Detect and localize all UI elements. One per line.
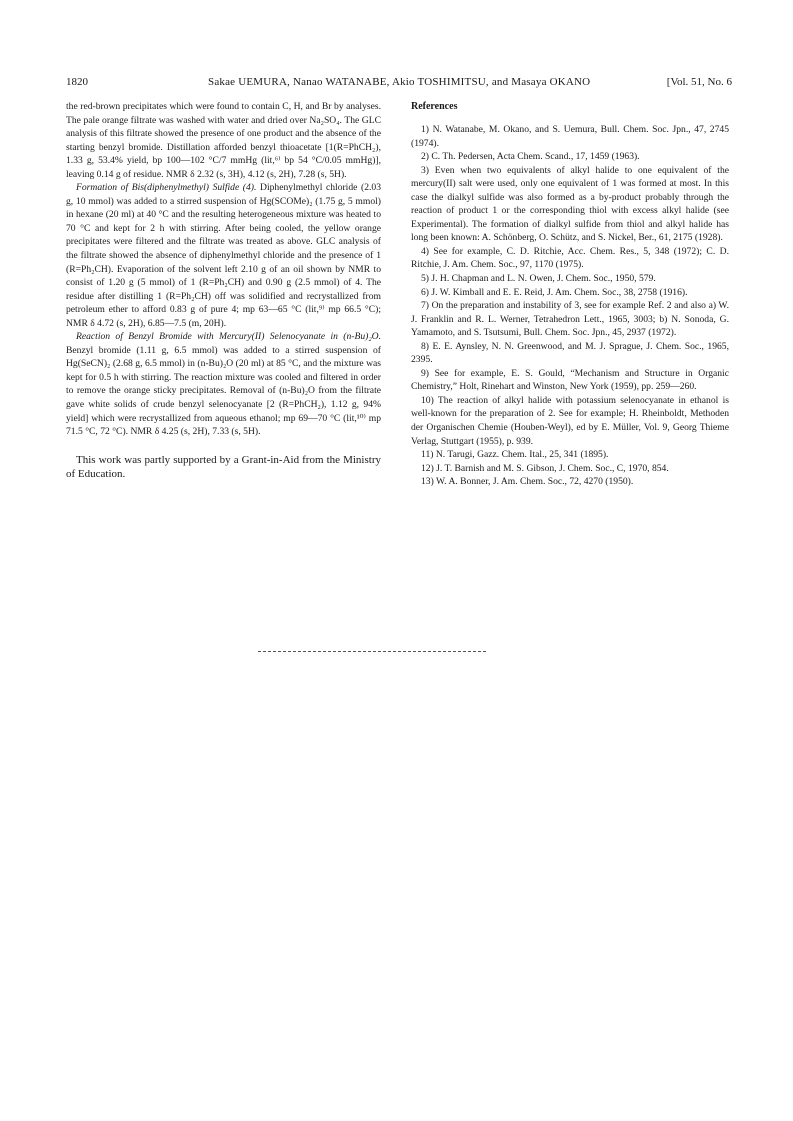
- experimental-paragraph: [66, 330, 381, 438]
- reference-item: 4) See for example, C. D. Ritchie, Acc. Chem. Res., 5, 348 (1972); C. D. Ritchie, J. Am. Chem. Soc., 97, 1170 (1975).: [411, 245, 729, 271]
- reference-item: 3) Even when two equivalents of alkyl halide to one equivalent of the mercury(II) salt were used, only one equivalent of 1 was formed at most. In this case the dialkyl sulfide was also formed as a by-product probably through the reaction of product 1 or the corresponding thiol with excess alkyl halide (see Experimental). The formation of dialkyl sulfide from thiol and alkyl halide has long been known: A. Schönberg, O. Schütz, and S. Nickel, Ber., 61, 2175 (1928).: [411, 164, 729, 244]
- paragraph-body: Benzyl bromide (1.11 g, 6.5 mmol) was added to a stirred suspension of Hg(SeCN)₂ (2.68 g, 6.5 mmol) in (n-Bu)₂O (20 ml) at 85 °C, and the mixture was kept for 0.5 h with stirring. The reaction mixture was cooled and filtered in order to remove the orange sticky precipitates. Removal of (n-Bu)₂O from the filtrate gave white solids of crude benzyl selenocyanate [2 (R=PhCH₂), 1.12 g, 94% yield] which were recrystallized from aqueous ethanol; mp 69—70 °C (lit,¹⁰⁾ mp 71.5 °C, 72 °C). NMR δ 4.25 (s, 2H), 7.33 (s, 5H).: [66, 344, 381, 438]
- reference-item: 1) N. Watanabe, M. Okano, and S. Uemura, Bull. Chem. Soc. Jpn., 47, 2745 (1974).: [411, 124, 729, 149]
- page-number: 1820: [66, 76, 88, 88]
- reference-item: 2) C. Th. Pedersen, Acta Chem. Scand., 17, 1459 (1963).: [421, 151, 640, 163]
- reference-item: 5) J. H. Chapman and L. N. Owen, J. Chem. Soc., 1950, 579.: [421, 273, 656, 285]
- reference-item: 9) See for example, E. S. Gould, “Mechanism and Structure in Organic Chemistry,” Holt, Rinehart and Winston, New York (1959), pp. 259—260.: [411, 367, 729, 393]
- reference-item: 8) E. E. Aynsley, N. N. Greenwood, and M. J. Sprague, J. Chem. Soc., 1965, 2395.: [411, 340, 729, 366]
- reference-item: 10) The reaction of alkyl halide with potassium selenocyanate in ethanol is well-known for the preparation of 2. See for example; H. Rheinboldt, Methoden der Organischen Chemie (Houben-Weyl), ed by E. Müller, Vol. 9, Georg Thieme Verlag, Stuttgart (1955), p. 939.: [411, 394, 729, 447]
- experimental-paragraph: [66, 181, 381, 330]
- reference-item: 11) N. Tarugi, Gazz. Chem. Ital., 25, 341 (1895).: [421, 449, 609, 461]
- left-column: [66, 100, 381, 481]
- section-run-in-heading: Reaction of Benzyl Bromide with Mercury(II) Selenocyanate in (n-Bu)₂O.: [76, 331, 381, 343]
- reference-item: 7) On the preparation and instability of 3, see for example Ref. 2 and also a) W. J. Franklin and R. L. Werner, Tetrahedron Lett., 1965, 3003; b) N. Sonoda, G. Yamamoto, and S. Tsutsumi, Bull. Chem. Soc. Jpn., 45, 2937 (1972).: [411, 300, 729, 339]
- experimental-paragraph: the red-brown precipitates which were found to contain C, H, and Br by analyses. The pale orange filtrate was washed with water and dried over Na₂SO₄. The GLC analysis of this filtrate showed the presence of one product and the absence of the starting benzyl bromide. Distillation afforded benzyl thioacetate [1(R=PhCH₂), 1.33 g, 53.4% yield, bp 100—102 °C/7 mmHg (lit,⁶⁾ bp 54 °C/0.05 mmHg)], leaving 0.14 g of residue. NMR δ 2.32 (s, 3H), 4.12 (s, 2H), 7.28 (s, 5H).: [66, 101, 381, 180]
- reference-item: 12) J. T. Barnish and M. S. Gibson, J. Chem. Soc., C, 1970, 854.: [421, 462, 669, 474]
- volume-info: [Vol. 51, No. 6: [666, 76, 732, 88]
- end-of-article-rule: [258, 651, 486, 652]
- running-authors: Sakae UEMURA, Nanao WATANABE, Akio TOSHIMITSU, and Masaya OKANO: [208, 76, 591, 88]
- references-column: [411, 100, 729, 489]
- reference-item: 13) W. A. Bonner, J. Am. Chem. Soc., 72, 4270 (1950).: [421, 476, 634, 488]
- running-header: [66, 75, 732, 89]
- acknowledgement: This work was partly supported by a Grant-in-Aid from the Ministry of Education.: [66, 453, 381, 480]
- section-run-in-heading: Formation of Bis(diphenylmethyl) Sulfide (4).: [76, 182, 257, 194]
- reference-item: 6) J. W. Kimball and E. E. Reid, J. Am. Chem. Soc., 38, 2758 (1916).: [421, 286, 688, 298]
- references-heading: References: [411, 101, 458, 112]
- paragraph-body: Diphenylmethyl chloride (2.03 g, 10 mmol) was added to a stirred suspension of Hg(SCOMe)₂ (1.75 g, 5 mmol) in hexane (20 ml) at 40 °C and the resulting heterogeneous mixture was heated to 70 °C and kept for 2 h with stirring. After being cooled, the yellow orange precipitates were filtered and the filtrate was treated as above. GLC analysis of the filtrate showed the absence of diphenylmethyl chloride and the presence of 1 (R=Ph₂CH). Evaporation of the solvent left 2.10 g of an oil shown by NMR to consist of 1.20 g (5 mmol) of 1 (R=Ph₂CH) and 0.90 g (2.5 mmol) of 4. The residue after distilling 1 (R=Ph₂CH) off was solidified and recrystallized from petroleum ether to afford 0.83 g of pure 4; mp 63—65 °C (lit,⁹⁾ mp 66.5 °C); NMR δ 4.72 (s, 2H), 6.85—7.5 (m, 20H).: [66, 182, 381, 329]
